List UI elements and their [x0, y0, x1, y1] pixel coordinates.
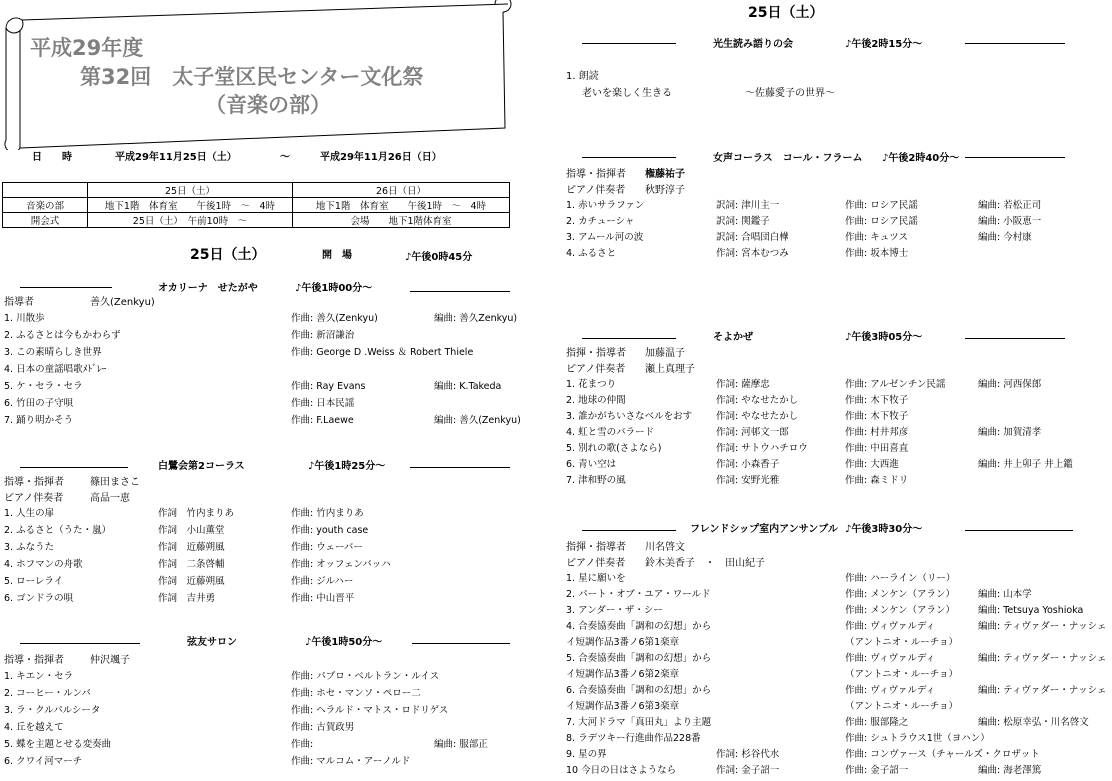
- group-time: ♪午後2時40分～: [882, 153, 960, 164]
- lyricist: 作詞 吉井勇: [158, 593, 216, 604]
- program-row: [0, 198, 1112, 214]
- program-row: [0, 441, 1112, 457]
- program-row: [0, 683, 1112, 699]
- lyricist: 作詞: 薩摩忠: [716, 379, 770, 390]
- composer: 作曲: ジルハー: [291, 576, 354, 587]
- song-title: 2. カチューシャ: [566, 216, 635, 227]
- arranger: 編曲: ティヴァダー・ナッシェ: [978, 621, 1107, 632]
- group-name: 光生読み語りの会: [713, 39, 793, 50]
- arranger: 編曲: 服部正: [434, 739, 488, 750]
- song-title: 3. ふなうた: [4, 542, 55, 553]
- song-title: 4. 丘を越えて: [4, 722, 64, 733]
- song-title: 2. パート・オブ・ユア・ワールド: [566, 589, 711, 600]
- right-day-heading: 25日（土）: [748, 5, 824, 21]
- song-title: 1. 赤いサラファン: [566, 200, 645, 211]
- song-title: イ短調作品3番ノ6第2楽章: [566, 669, 680, 680]
- song-title: 3. ラ・クルパルシータ: [4, 705, 101, 716]
- program-row: [0, 409, 1112, 425]
- song-title: 1. 星に願いを: [566, 573, 626, 584]
- group-name: フレンドシップ室内アンサンブル: [690, 524, 838, 535]
- composer: 作曲: George D .Weiss ＆ Robert Thiele: [291, 347, 474, 358]
- composer: 作曲:: [291, 739, 314, 750]
- song-title: 5. 別れの歌(さよなら): [566, 443, 662, 454]
- program-row: [0, 540, 1112, 556]
- program-row: [0, 425, 1112, 441]
- song-title: 10 今日の日はさようなら: [566, 765, 677, 776]
- lyricist: 作詞: 安野光雅: [716, 475, 780, 486]
- song-title: 4. ホフマンの舟歌: [4, 559, 83, 570]
- divider: [20, 287, 112, 288]
- composer: 作曲: 木下牧子: [845, 411, 909, 422]
- composer: 作曲: ハーライン（リー）: [845, 573, 956, 584]
- song-title: 3. アムール河の波: [566, 232, 644, 243]
- program-row: [0, 377, 1112, 393]
- group-name: そよかぜ: [713, 332, 753, 343]
- group-time: ♪午後1時50分～: [305, 637, 383, 648]
- group-name: 女声コーラス コール・フラーム: [713, 153, 863, 164]
- arranger: 編曲: 井上卯子 井上鑑: [978, 459, 1073, 470]
- table-row: [3, 183, 510, 198]
- program-row: [0, 747, 1112, 763]
- arranger: 編曲: 今村康: [978, 232, 1032, 243]
- composer: 作曲: ウェーバー: [291, 542, 363, 553]
- program-row: [0, 214, 1112, 230]
- song-title: 2. コーヒー・ルンバ: [4, 688, 91, 699]
- divider: [965, 530, 1073, 531]
- arranger: 編曲: 松原幸弘・川名啓文: [978, 717, 1089, 728]
- composer: 作曲: 木下牧子: [845, 395, 909, 406]
- program-row: [0, 763, 1112, 779]
- composer: 作曲: パブロ・ベルトラン・ルイス: [291, 671, 440, 682]
- leader-name: 善久(Zenkyu): [90, 297, 155, 308]
- arranger: 編曲: ティヴァダー・ナッシェ: [978, 685, 1107, 696]
- program-row: [0, 345, 1112, 361]
- program-row: [0, 667, 1112, 683]
- song-title: 5. ローレライ: [4, 576, 64, 587]
- dates-label: 日 時: [32, 152, 72, 163]
- song-title: 1. 川散歩: [4, 313, 45, 324]
- lyricist: 作詞: 金子詔一: [716, 765, 780, 776]
- program-row: [0, 506, 1112, 522]
- arranger: 編曲: 河西保郎: [978, 379, 1042, 390]
- left-day-heading: 25日（土）: [190, 247, 266, 263]
- table-cell: 会場 地下1階体育室: [293, 213, 510, 228]
- group-name: 白鷺会第2コーラス: [158, 461, 245, 472]
- arranger: 編曲: Tetsuya Yoshioka: [978, 605, 1084, 616]
- leader-label: 指導・指揮者: [566, 169, 626, 180]
- song-title: 1. 花まつり: [566, 379, 617, 390]
- divider: [582, 338, 676, 339]
- piano-name: 鈴木美香子 ・ 田山紀子: [645, 558, 765, 569]
- composer: 作曲: メンケン（アラン）: [845, 605, 956, 616]
- arranger: 編曲: ティヴァダー・ナッシェ: [978, 653, 1107, 664]
- reading-subtitle: ～佐藤愛子の世界～: [745, 88, 835, 99]
- group-name: オカリーナ せたがや: [158, 283, 258, 294]
- song-title: 6. 青い空は: [566, 459, 617, 470]
- program-row: [0, 393, 1112, 409]
- composer: 作曲: 竹内まりあ: [291, 508, 364, 519]
- leader-name: 権藤祐子: [645, 169, 685, 180]
- lyricist: 訳詞: 津川主一: [716, 200, 780, 211]
- program-row: [0, 587, 1112, 603]
- composer: 作曲: 善久(Zenkyu): [291, 313, 378, 324]
- composer: 作曲: 大西進: [845, 459, 899, 470]
- reading-item: 1. 朗読: [566, 71, 599, 82]
- composer: 作曲: マルコム・アーノルド: [291, 756, 411, 767]
- song-title: 1. キエン・セラ: [4, 671, 74, 682]
- divider: [410, 291, 510, 292]
- composer: （アントニオ・ルーチョ）: [845, 669, 958, 680]
- program-row: [0, 619, 1112, 635]
- table-cell: 音楽の部: [3, 198, 88, 213]
- lyricist: 作詞: やなせたかし: [716, 411, 799, 422]
- song-title: 7. 津和野の風: [566, 475, 626, 486]
- composer: （アントニオ・ルーチョ）: [845, 701, 958, 712]
- song-title: 6. クワイ河マーチ: [4, 756, 83, 767]
- program-row: [0, 571, 1112, 587]
- composer: 作曲: コンヴァース（チャールズ・クロザット: [845, 749, 1040, 760]
- song-title: イ短調作品3番ノ6第1楽章: [566, 637, 680, 648]
- composer: 作曲: 村井邦彦: [845, 427, 909, 438]
- leader-label: 指導・指揮者: [4, 655, 64, 666]
- lyricist: 作詞: サトウハチロウ: [716, 443, 808, 454]
- arranger: 編曲: 小阪恵一: [978, 216, 1042, 227]
- lyricist: 作詞: 宮本むつみ: [716, 248, 789, 259]
- table-cell: 地下1階 体育室 午後1時 ～ 4時: [88, 198, 293, 213]
- song-title: 8. ラデツキー行進曲作品228番: [566, 733, 701, 744]
- song-title: 2. ふるさと（うた・嵐）: [4, 525, 112, 536]
- arranger: 編曲: 若松正司: [978, 200, 1042, 211]
- piano-name: 秋野淳子: [645, 185, 685, 196]
- group-time: ♪午後2時15分～: [845, 39, 923, 50]
- leader-label: 指導・指揮者: [4, 477, 64, 488]
- composer: 作曲: ヴィヴァルディ: [845, 621, 936, 632]
- song-title: 4. 虹と雪のバラード: [566, 427, 655, 438]
- composer: 作曲: 中山晋平: [291, 593, 355, 604]
- open-label: 開 場: [322, 250, 352, 261]
- leader-label: 指揮・指導者: [566, 348, 626, 359]
- open-time: ♪午後0時45分: [405, 252, 473, 263]
- lyricist: 作詞: 河邨文一郎: [716, 427, 789, 438]
- composer: （アントニオ・ルーチョ）: [845, 637, 958, 648]
- composer: 作曲: アルゼンチン民謡: [845, 379, 946, 390]
- song-title: 6. 合奏協奏曲「調和の幻想」から: [566, 685, 712, 696]
- composer: 作曲: ホセ・マンソ・ペロー二: [291, 688, 421, 699]
- program-row: [0, 473, 1112, 489]
- arranger: 編曲: 善久Zenkyu): [434, 313, 518, 324]
- leader-label: 指導者: [4, 297, 34, 308]
- song-title: イ短調作品3番ノ6第3楽章: [566, 701, 680, 712]
- arranger: 編曲: 善久(Zenkyu): [434, 415, 521, 426]
- divider: [582, 530, 676, 531]
- program-row: [0, 328, 1112, 344]
- composer: 作曲: 服部隆之: [845, 717, 909, 728]
- composer: 作曲: キュツス: [845, 232, 909, 243]
- program-row: [0, 523, 1112, 539]
- composer: 作曲: 森ミドリ: [845, 475, 909, 486]
- piano-label: ピアノ伴奏者: [566, 185, 626, 196]
- song-title: 6. ゴンドラの唄: [4, 593, 74, 604]
- composer: 作曲: ロシア民謡: [845, 216, 918, 227]
- lyricist: 作詞 近藤朔風: [158, 576, 225, 587]
- song-title: 4. 合奏協奏曲「調和の幻想」から: [566, 621, 712, 632]
- song-title: 3. 誰かがちいさなベルをおす: [566, 411, 693, 422]
- leader-label: 指揮・指導者: [566, 542, 626, 553]
- composer: 作曲: シュトラウス1世（ヨハン）: [845, 733, 990, 744]
- program-row: [0, 311, 1112, 327]
- table-cell: 開会式: [3, 213, 88, 228]
- lyricist: 作詞 竹内まりあ: [158, 508, 235, 519]
- program-row: [0, 635, 1112, 651]
- program-row: [0, 699, 1112, 715]
- song-title: 2. ふるさとは今もかわらず: [4, 330, 121, 341]
- composer: 作曲: 坂本博士: [845, 248, 909, 259]
- composer: 作曲: 金子詔一: [845, 765, 909, 776]
- lyricist: 作詞 二条啓輔: [158, 559, 225, 570]
- divider: [582, 43, 676, 44]
- program-row: [0, 651, 1112, 667]
- song-title: 7. 踊り明かそう: [4, 415, 74, 426]
- lyricist: 訳詞: 合唱団白樺: [716, 232, 789, 243]
- composer: 作曲: メンケン（アラン）: [845, 589, 956, 600]
- lyricist: 作詞 小山薫堂: [158, 525, 225, 536]
- program-row: [0, 731, 1112, 747]
- song-title: 5. 蝶を主題とせる変奏曲: [4, 739, 112, 750]
- piano-label: ピアノ伴奏者: [566, 364, 626, 375]
- lyricist: 作詞 近藤朔風: [158, 542, 225, 553]
- song-title: 5. ケ・セラ・セラ: [4, 381, 83, 392]
- song-title: 6. 竹田の子守唄: [4, 398, 74, 409]
- song-title: 1. 人生の扉: [4, 508, 55, 519]
- program-row: [0, 230, 1112, 246]
- table-cell: 地下1階 体育室 午後1時 ～ 4時: [293, 198, 510, 213]
- composer: 作曲: F.Laewe: [291, 415, 354, 426]
- piano-label: ピアノ伴奏者: [4, 493, 64, 504]
- table-header-day1: 25日（土）: [88, 183, 293, 198]
- reading-title: 老いを楽しく生きる: [582, 88, 672, 99]
- song-title: 4. 日本の童謡唱歌ﾒﾄﾞﾚｰ: [4, 364, 107, 375]
- composer: 作曲: 新沼謙治: [291, 330, 355, 341]
- group-time: ♪午後3時05分～: [845, 332, 923, 343]
- group-time: ♪午後3時30分～: [845, 524, 923, 535]
- arranger: 編曲: K.Takeda: [434, 381, 502, 392]
- title-festival: 第32回 太子堂区民センター文化祭: [80, 65, 424, 89]
- piano-label: ピアノ伴奏者: [566, 558, 626, 569]
- table-cell: 25日（土） 午前10時 ～: [88, 213, 293, 228]
- song-title: 9. 星の界: [566, 749, 607, 760]
- divider: [582, 157, 676, 158]
- composer: 作曲: ロシア民謡: [845, 200, 918, 211]
- arranger: 編曲: 加賀清孝: [978, 427, 1042, 438]
- program-row: [0, 715, 1112, 731]
- divider: [965, 43, 1065, 44]
- dates-separator: ～: [280, 152, 290, 163]
- dates-start: 平成29年11月25日（土）: [115, 152, 237, 163]
- leader-name: 加藤温子: [645, 348, 685, 359]
- arranger: 編曲: 山本学: [978, 589, 1032, 600]
- piano-name: 高品一恵: [90, 493, 130, 504]
- leader-name: 仲沢颯子: [90, 655, 130, 666]
- divider: [965, 157, 1065, 158]
- title-year: 平成29年度: [30, 36, 144, 60]
- table-header-day2: 26日（日）: [293, 183, 510, 198]
- leader-name: 篠田まさこ: [90, 477, 140, 488]
- song-title: 5. 合奏協奏曲「調和の幻想」から: [566, 653, 712, 664]
- composer: 作曲: 古賀政男: [291, 722, 355, 733]
- composer: 作曲: ヘラルド・マトス・ロドリゲス: [291, 705, 449, 716]
- song-title: 3. この素晴らしき世界: [4, 347, 102, 358]
- program-row: [0, 362, 1112, 378]
- piano-name: 瀬上真理子: [645, 364, 695, 375]
- composer: 作曲: 日本民謡: [291, 398, 355, 409]
- program-row: [0, 246, 1112, 262]
- group-name: 弦友サロン: [187, 637, 237, 648]
- program-row: [0, 457, 1112, 473]
- composer: 作曲: ヴィヴァルディ: [845, 685, 936, 696]
- divider: [965, 338, 1065, 339]
- song-title: 7. 大河ドラマ「真田丸」より主題: [566, 717, 712, 728]
- song-title: 4. ふるさと: [566, 248, 617, 259]
- song-title: 2. 地球の仲間: [566, 395, 626, 406]
- lyricist: 作詞: 杉谷代水: [716, 749, 780, 760]
- arranger: 編曲: 海老澤篤: [978, 765, 1042, 776]
- group-time: ♪午後1時00分～: [295, 283, 373, 294]
- title-music-section: （音楽の部）: [205, 93, 331, 117]
- lyricist: 作詞: やなせたかし: [716, 395, 799, 406]
- program-row: [0, 603, 1112, 619]
- song-title: 3. アンダー・ザ・シー: [566, 605, 663, 616]
- composer: 作曲: ヴィヴァルディ: [845, 653, 936, 664]
- leader-name: 川名啓文: [645, 542, 685, 553]
- composer: 作曲: オッフェンバッハ: [291, 559, 391, 570]
- composer: 作曲: Ray Evans: [291, 381, 366, 392]
- composer: 作曲: 中田喜直: [845, 443, 909, 454]
- composer: 作曲: youth case: [291, 525, 369, 536]
- lyricist: 作詞: 小森香子: [716, 459, 780, 470]
- group-time: ♪午後1時25分～: [308, 461, 386, 472]
- dates-end: 平成29年11月26日（日）: [320, 152, 442, 163]
- lyricist: 訳詞: 関鑑子: [716, 216, 770, 227]
